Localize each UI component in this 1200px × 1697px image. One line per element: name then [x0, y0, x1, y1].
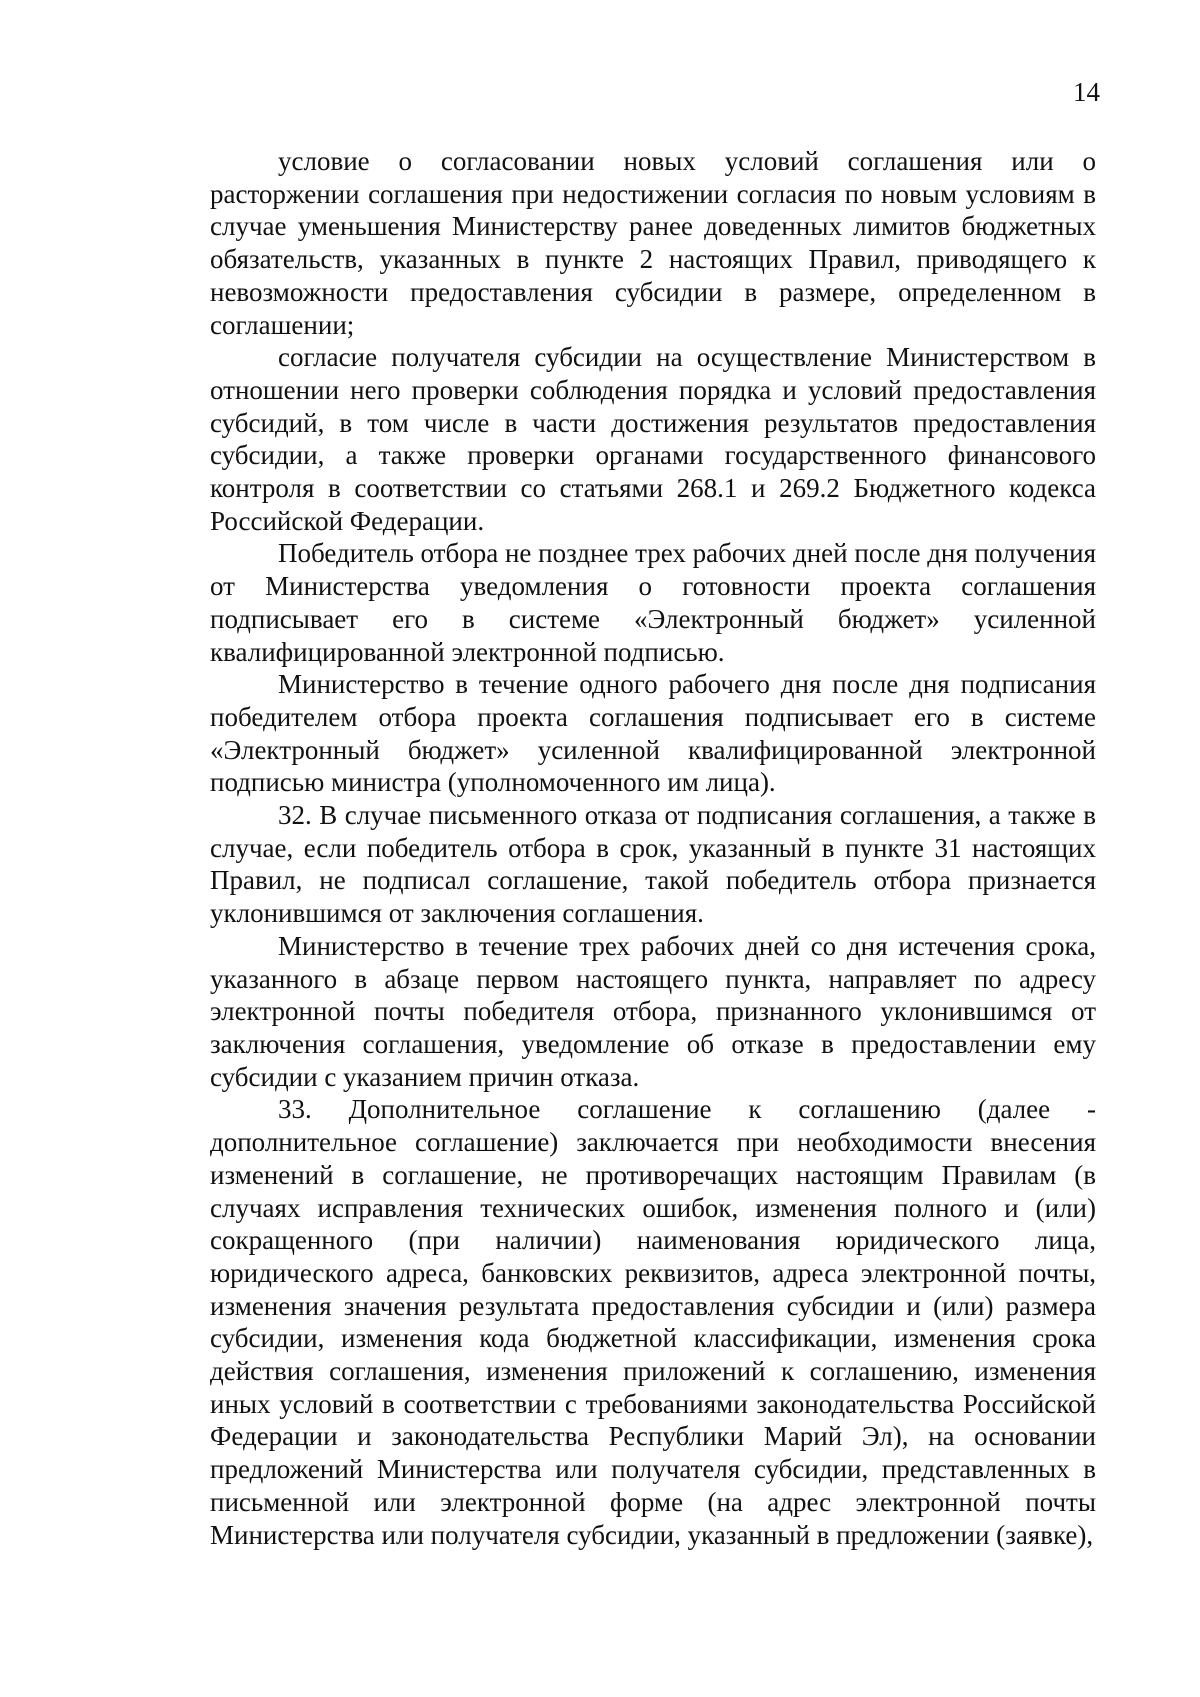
paragraph-winner-signing: Победитель отбора не позднее трех рабочих дней после дня получения от Министерства уведомления о готовности проекта соглашения подписывает его в системе «Электронный бюджет» усиленной квалифицированной электронной подписью. — [210, 538, 1096, 667]
page-number: 14 — [1073, 77, 1100, 107]
paragraph-ministry-signing: Министерство в течение одного рабочего дня после дня подписания победителем отбора проекта соглашения подписывает его в системе «Электронный бюджет» усиленной квалифицированной электронной подписью министра (уполномоченного им лица). — [210, 669, 1096, 798]
document-body — [210, 145, 1096, 1551]
paragraph-refusal-notice: Министерство в течение трех рабочих дней со дня истечения срока, указанного в абзаце первом настоящего пункта, направляет по адресу электронной почты победителя отбора, признанного уклонившимся от заключения соглашения, уведомление об отказе в предоставлении ему субсидии с указанием причин отказа. — [210, 930, 1096, 1092]
paragraph-recipient-consent: согласие получателя субсидии на осуществление Министерством в отношении него проверки соблюдения порядка и условий предоставления субсидий, в том числе в части достижения результатов предоставления субсидии, а также проверки органами государственного финансового контроля в соответствии со статьями 268.1 и 269.2 Бюджетного кодекса Российской Федерации. — [210, 342, 1096, 536]
paragraph-clause-33: 33. Дополнительное соглашение к соглашению (далее - дополнительное соглашение) заключается при необходимости внесения изменений в соглашение, не противоречащих настоящим Правилам (в случаях исправления технических ошибок, изменения полного и (или) сокращенного (при наличии) наименования юридического лица, юридического адреса, банковских реквизитов, адреса электронной почты, изменения значения результата предоставления субсидии и (или) размера субсидии, изменения кода бюджетной классификации, изменения срока действия соглашения, изменения приложений к соглашению, изменения иных условий в соответствии с требованиями законодательства Российской Федерации и законодательства Республики Марий Эл), на основании предложений Министерства или получателя субсидии, представленных в письменной или электронной форме (на адрес электронной почты Министерства или получателя субсидии, указанный в предложении (заявке), — [210, 1094, 1096, 1550]
paragraph-agreement-terms-condition: условие о согласовании новых условий соглашения или о расторжении соглашения при недостижении согласия по новым условиям в случае уменьшения Министерству ранее доведенных лимитов бюджетных обязательств, указанных в пункте 2 настоящих Правил, приводящего к невозможности предоставления субсидии в размере, определенном в соглашении; — [210, 146, 1096, 340]
paragraph-clause-32: 32. В случае письменного отказа от подписания соглашения, а также в случае, если победитель отбора в срок, указанный в пункте 31 настоящих Правил, не подписал соглашение, такой победитель отбора признается уклонившимся от заключения соглашения. — [210, 800, 1096, 929]
